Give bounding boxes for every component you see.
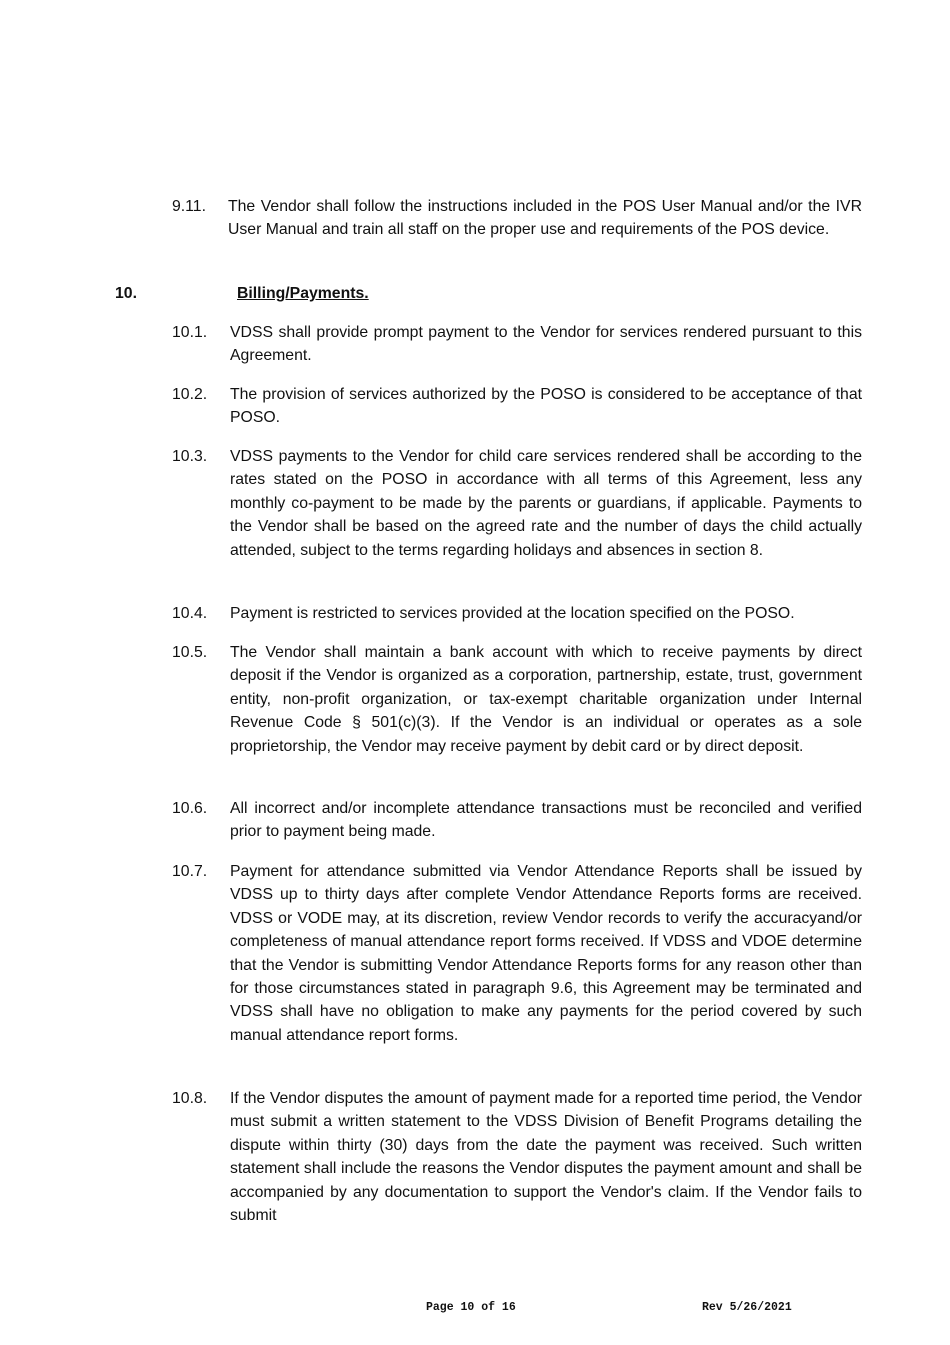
clause-9-11 bbox=[172, 195, 862, 242]
clause-10-4 bbox=[172, 602, 862, 625]
clause-number: 10.4. bbox=[172, 605, 208, 622]
clause-number: 10.1. bbox=[172, 324, 208, 341]
clause-10-6 bbox=[172, 797, 862, 844]
clause-10-1 bbox=[172, 321, 862, 368]
clause-number: 9.11. bbox=[172, 198, 206, 215]
clause-text: Payment is restricted to services provided at the location specified on the POSO. bbox=[230, 605, 795, 622]
revision-date: Rev 5/26/2021 bbox=[702, 1301, 792, 1314]
clause-number: 10.8. bbox=[172, 1090, 208, 1107]
clause-10-7 bbox=[172, 860, 862, 1047]
clause-10-2 bbox=[172, 383, 862, 430]
clause-number: 10.5. bbox=[172, 644, 208, 661]
clause-text: If the Vendor disputes the amount of payment made for a reported time period, the Vendor must submit a written statement to the VDSS Division of Benefit Programs detailing the dispute within thirty (30) days from the date the payment was received. Such written statement shall include the reasons the Vendor disputes the payment amount and shall be accompanied by any documentation to support the Vendor's claim. If the Vendor fails to submit bbox=[230, 1090, 862, 1225]
section-number: 10. bbox=[115, 285, 137, 302]
page-number: Page 10 of 16 bbox=[426, 1301, 516, 1314]
clause-text: Payment for attendance submitted via Vendor Attendance Reports shall be issued by VDSS up to thirty days after complete Vendor Attendance Reports forms are received. VDSS or VODE may, at its discretion, review Vendor records to verify the accuracyand/or completeness of manual attendance report forms received. If VDSS and VDOE determine that the Vendor is submitting Vendor Attendance Reports forms for any reason other than for those circumstances stated in paragraph 9.6, this Agreement may be terminated and VDSS shall have no obligation to make any payments for the period covered by such manual attendance report forms. bbox=[230, 863, 862, 1044]
section-title: Billing/Payments. bbox=[237, 285, 369, 302]
clause-10-8 bbox=[172, 1087, 862, 1227]
clause-text: All incorrect and/or incomplete attendance transactions must be reconciled and verified prior to payment being made. bbox=[230, 800, 862, 841]
clause-number: 10.3. bbox=[172, 448, 208, 465]
clause-number: 10.2. bbox=[172, 386, 208, 403]
clause-10-3 bbox=[172, 445, 862, 562]
clause-text: VDSS shall provide prompt payment to the Vendor for services rendered pursuant to this Agreement. bbox=[230, 324, 862, 365]
clause-text: VDSS payments to the Vendor for child care services rendered shall be according to the rates stated on the POSO in accordance with all terms of this Agreement, less any monthly co-payment to be made by the parents or guardians, if applicable. Payments to the Vendor shall be based on the agreed rate and the number of days the child actually attended, subject to the terms regarding holidays and absences in section 8. bbox=[230, 448, 862, 559]
clause-10-5 bbox=[172, 641, 862, 758]
clause-number: 10.6. bbox=[172, 800, 208, 817]
clause-text: The Vendor shall follow the instructions included in the POS User Manual and/or the IVR User Manual and train all staff on the proper use and requirements of the POS device. bbox=[228, 198, 862, 239]
clause-number: 10.7. bbox=[172, 863, 208, 880]
clause-text: The Vendor shall maintain a bank account with which to receive payments by direct deposit if the Vendor is organized as a corporation, partnership, estate, trust, government entity, non-profit organization, or tax-exempt charitable organization under Internal Revenue Code § 501(c)(3). If the Vendor is an individual or operates as a sole proprietorship, the Vendor may receive payment by debit card or by direct deposit. bbox=[230, 644, 862, 755]
clause-text: The provision of services authorized by the POSO is considered to be acceptance of that POSO. bbox=[230, 386, 862, 427]
